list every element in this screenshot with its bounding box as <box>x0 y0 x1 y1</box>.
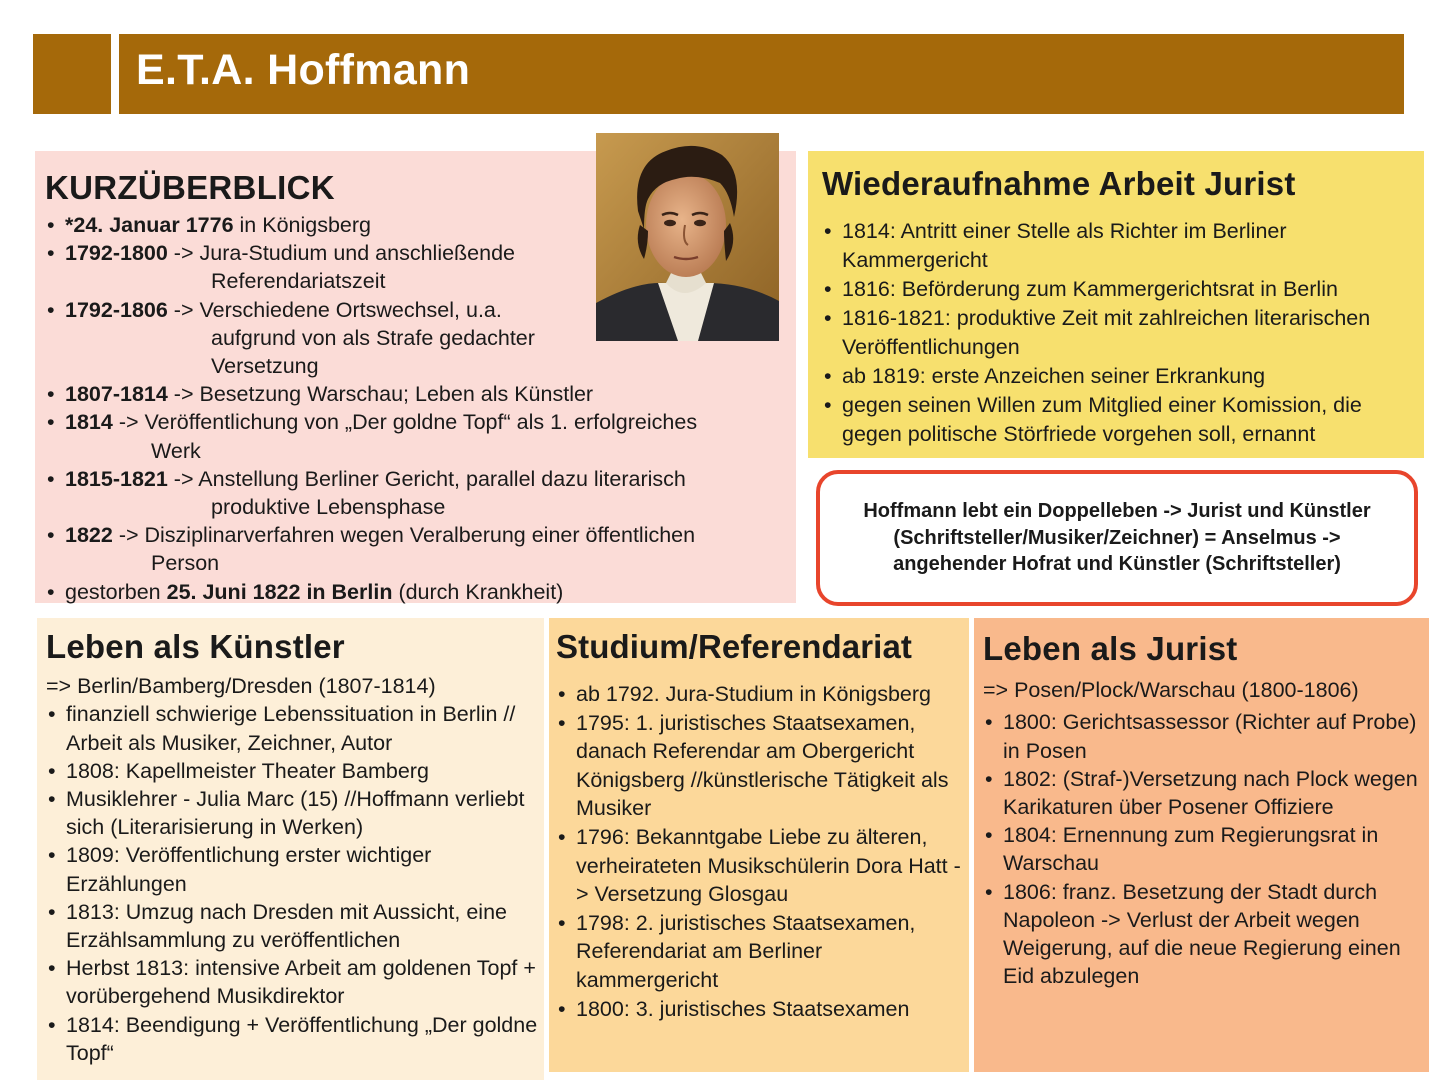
jurist-life-title: Leben als Jurist <box>983 630 1238 667</box>
list-item: • Herbst 1813: intensive Arbeit am goldenen Topf + vorübergehend Musikdirektor <box>46 954 544 1010</box>
studies-panel <box>549 618 969 1072</box>
list-item: • 1816: Beförderung zum Kammergerichtsrat in Berlin <box>822 275 1424 304</box>
list-item: • 1800: 3. juristisches Staatsexamen <box>556 995 969 1024</box>
list-item: • 1796: Bekanntgabe Liebe zu älteren, verheirateten Musikschülerin Dora Hatt -> Versetzung Glosgau <box>556 823 969 909</box>
jurist-life-list <box>983 708 1429 990</box>
list-item: • 1816-1821: produktive Zeit mit zahlreichen literarischen Veröffentlichungen <box>822 304 1424 362</box>
list-item: • 1804: Ernennung zum Regierungsrat in Warschau <box>983 821 1429 877</box>
list-item: • 1800: Gerichtsassessor (Richter auf Probe) in Posen <box>983 708 1429 764</box>
overview-item: • gestorben 25. Juni 1822 in Berlin (durch Krankheit) <box>45 578 796 606</box>
studies-list <box>556 680 969 1023</box>
double-life-callout <box>816 470 1418 606</box>
jurist-life-subtitle: => Posen/Plock/Warschau (1800-1806) <box>983 678 1359 702</box>
list-item: • finanziell schwierige Lebenssituation in Berlin // Arbeit als Musiker, Zeichner, Autor <box>46 700 544 756</box>
callout-text: Hoffmann lebt ein Doppelleben -> Jurist und Künstler (Schriftsteller/Musiker/Zeichner) = Anselmus -> angehender Hofrat und Künstler (Schriftsteller) <box>863 500 1371 576</box>
list-item: • ab 1819: erste Anzeichen seiner Erkrankung <box>822 362 1424 391</box>
overview-item: • 1807-1814 -> Besetzung Warschau; Leben als Künstler <box>45 380 796 408</box>
artist-life-panel <box>37 618 544 1080</box>
list-item: • 1806: franz. Besetzung der Stadt durch Napoleon -> Verlust der Arbeit wegen Weigerung, auf die neue Regierung einen Eid abzulegen <box>983 878 1429 991</box>
list-item: • 1795: 1. juristisches Staatsexamen, danach Referendar am Obergericht Königsberg //künstlerische Tätigkeit als Musiker <box>556 709 969 823</box>
jurist-life-panel <box>974 618 1429 1072</box>
resumption-panel <box>808 151 1424 458</box>
overview-item: • 1814 -> Veröffentlichung von „Der goldne Topf“ als 1. erfolgreiches Werk <box>45 408 796 464</box>
header-bar <box>119 34 1404 114</box>
list-item: • Musiklehrer - Julia Marc (15) //Hoffmann verliebt sich (Literarisierung in Werken) <box>46 785 544 841</box>
overview-title: KURZÜBERBLICK <box>45 169 335 206</box>
list-item: • ab 1792. Jura-Studium in Königsberg <box>556 680 969 709</box>
page-title: E.T.A. Hoffmann <box>136 46 471 94</box>
list-item: • 1814: Beendigung + Veröffentlichung „Der goldne Topf“ <box>46 1011 544 1067</box>
list-item: • 1802: (Straf-)Versetzung nach Plock wegen Karikaturen über Posener Offiziere <box>983 765 1429 821</box>
overview-item: • 1815-1821 -> Anstellung Berliner Gericht, parallel dazu literarisch produktive Lebensphase <box>45 465 796 521</box>
artist-life-list <box>46 700 544 1067</box>
list-item: • gegen seinen Willen zum Mitglied einer Komission, die gegen politische Störfriede vorgehen soll, ernannt <box>822 391 1424 449</box>
resumption-list <box>822 217 1424 449</box>
overview-item: • 1792-1806 -> Verschiedene Ortswechsel, u.a. aufgrund von als Strafe gedachter Versetzung <box>45 296 796 381</box>
list-item: • 1798: 2. juristisches Staatsexamen, Referendariat am Berliner kammergericht <box>556 909 969 995</box>
list-item: • 1814: Antritt einer Stelle als Richter im Berliner Kammergericht <box>822 217 1424 275</box>
list-item: • 1808: Kapellmeister Theater Bamberg <box>46 757 544 785</box>
header-accent-block <box>33 34 111 114</box>
overview-item: • 1822 -> Disziplinarverfahren wegen Veralberung einer öffentlichen Person <box>45 521 796 577</box>
resumption-title: Wiederaufnahme Arbeit Jurist <box>822 165 1296 202</box>
overview-item: • 1792-1800 -> Jura-Studium und anschließende Referendariatszeit <box>45 239 796 295</box>
overview-item: • *24. Januar 1776 in Königsberg <box>45 211 796 239</box>
list-item: • 1809: Veröffentlichung erster wichtiger Erzählungen <box>46 841 544 897</box>
artist-life-subtitle: => Berlin/Bamberg/Dresden (1807-1814) <box>46 674 436 698</box>
artist-life-title: Leben als Künstler <box>46 628 345 665</box>
list-item: • 1813: Umzug nach Dresden mit Aussicht, eine Erzählsammlung zu veröffentlichen <box>46 898 544 954</box>
portrait-image <box>596 133 779 341</box>
studies-title: Studium/Referendariat <box>556 628 912 665</box>
